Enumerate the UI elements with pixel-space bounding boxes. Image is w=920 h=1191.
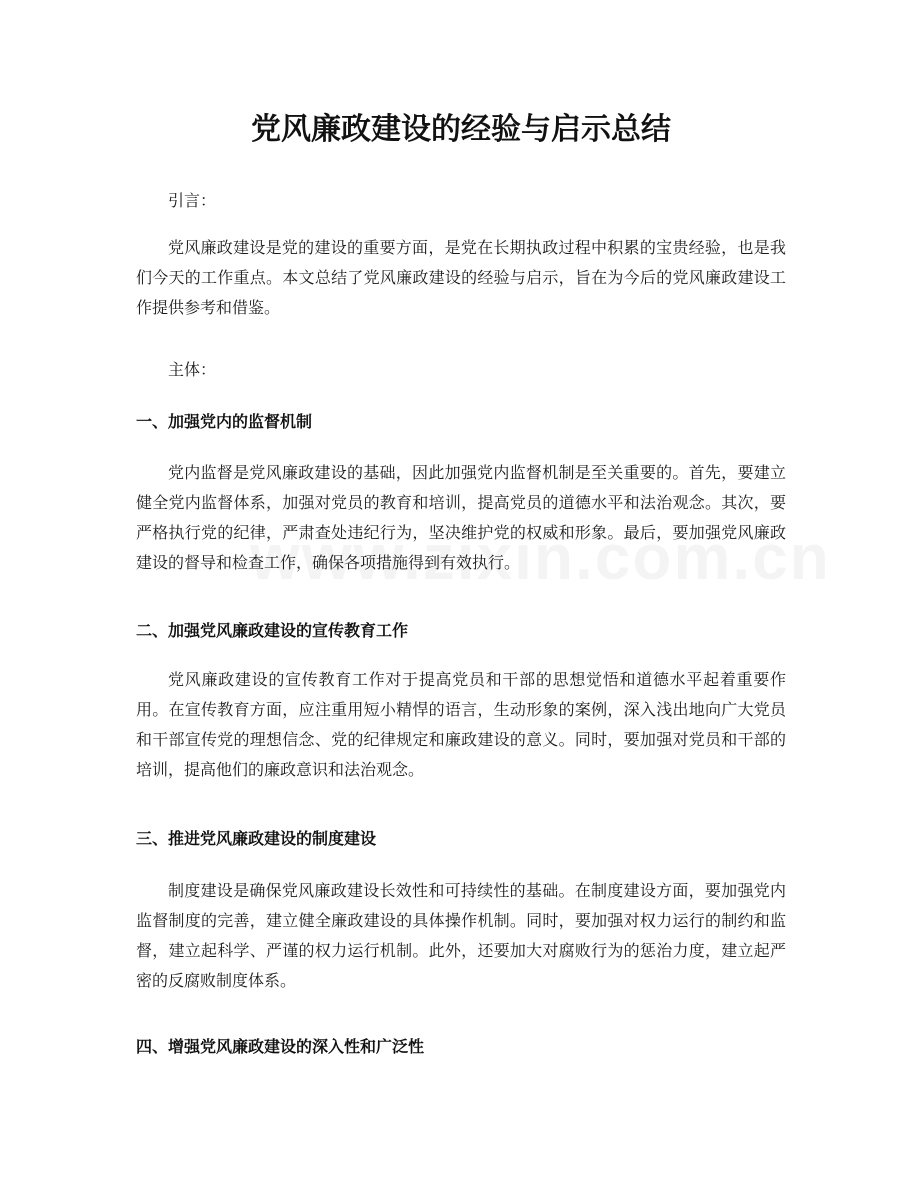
section-body-3: 制度建设是确保党风廉政建设长效性和可持续性的基础。在制度建设方面，要加强党内监督制度的完善，建立健全廉政建设的具体操作机制。同时，要加强对权力运行的制约和监督，建立起科学、严谨的权力运行机制。此外，还要加大对腐败行为的惩治力度，建立起严密的反腐败制度体系。 (136, 881, 786, 990)
document-title: 党风廉政建设的经验与启示总结 (251, 112, 671, 147)
section-heading-3: 三、推进党风廉政建设的制度建设 (136, 829, 377, 848)
section-heading-4: 四、增强党风廉政建设的深入性和广泛性 (136, 1037, 425, 1056)
section-body-1: 党内监督是党风廉政建设的基础，因此加强党内监督机制是至关重要的。首先，要建立健全党内监督体系，加强对党员的教育和培训，提高党员的道德水平和法治观念。其次，要严格执行党的纪律，严肃查处违纪行为，坚决维护党的权威和形象。最后，要加强党风廉政建设的督导和检查工作，确保各项措施得到有效执行。 (136, 463, 786, 572)
section-heading-2: 二、加强党风廉政建设的宣传教育工作 (136, 621, 409, 640)
intro-label: 引言： (168, 191, 217, 210)
main-label: 主体： (168, 360, 217, 379)
intro-paragraph: 党风廉政建设是党的建设的重要方面，是党在长期执政过程中积累的宝贵经验，也是我们今天的工作重点。本文总结了党风廉政建设的经验与启示，旨在为今后的党风廉政建设工作提供参考和借鉴。 (136, 238, 786, 317)
section-heading-1: 一、加强党内的监督机制 (136, 412, 313, 431)
section-body-2: 党风廉政建设的宣传教育工作对于提高党员和干部的思想觉悟和道德水平起着重要作用。在宣传教育方面，应注重用短小精悍的语言，生动形象的案例，深入浅出地向广大党员和干部宣传党的理想信念、党的纪律规定和廉政建设的意义。同时，要加强对党员和干部的培训，提高他们的廉政意识和法治观念。 (136, 670, 786, 779)
